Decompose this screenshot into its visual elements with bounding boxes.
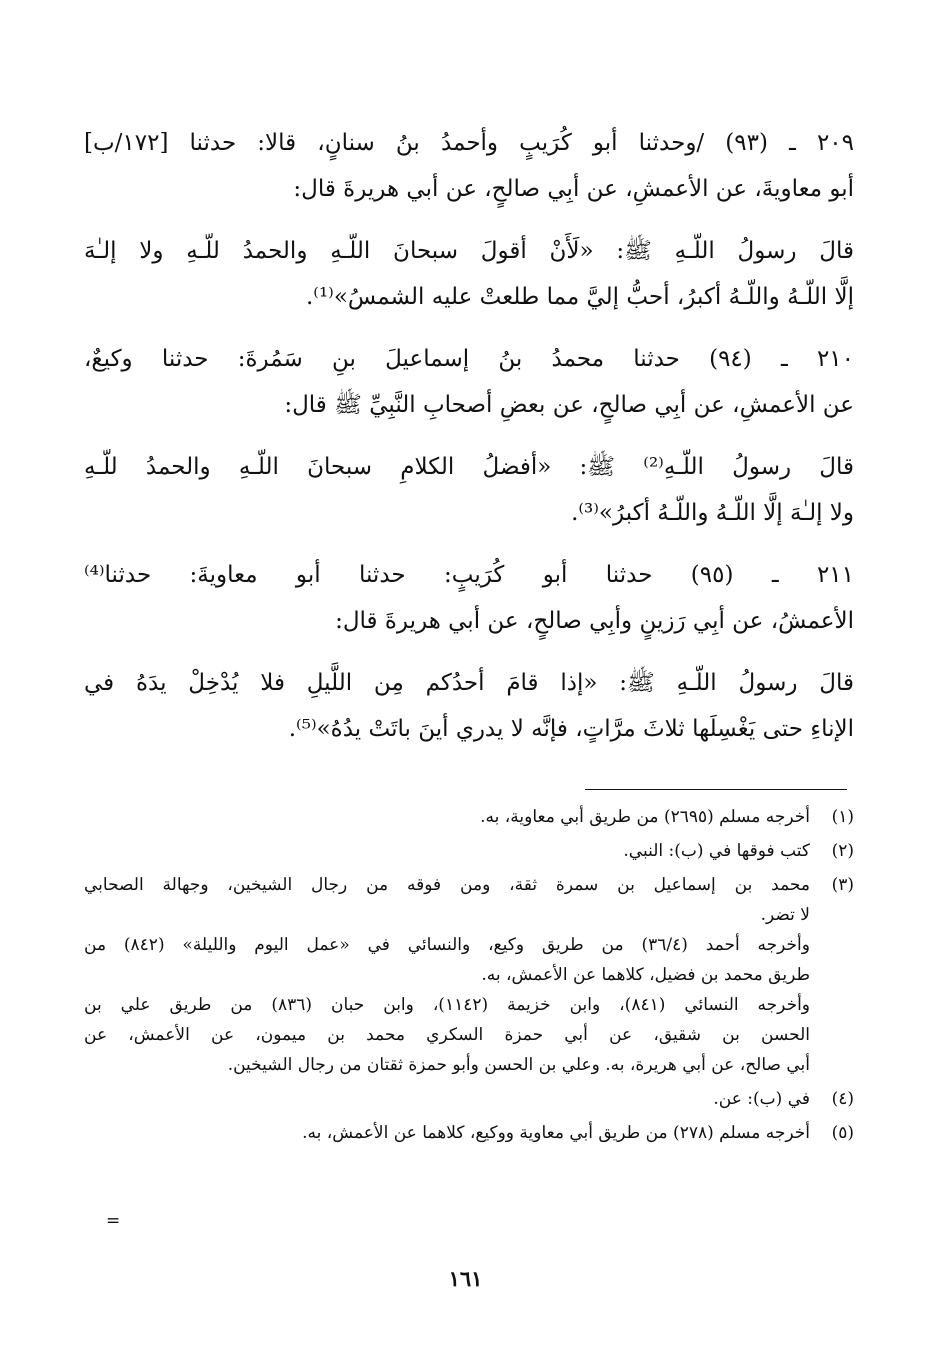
text-line: الإناءِ حتى يَغْسِلَها ثلاثَ مرَّاتٍ، فإنَّه لا يدري أينَ باتَتْ يدُهُ»⁽⁵⁾. — [288, 716, 854, 742]
footnote-number: (٤) — [831, 1089, 854, 1109]
footnote-line: في (ب): عن. — [713, 1089, 810, 1109]
footnote-number: (٥) — [831, 1123, 854, 1143]
footnotes — [84, 802, 854, 1152]
footnote-divider — [585, 789, 847, 790]
continuation-mark: = — [106, 1211, 121, 1231]
footnote-line: الحسن بن شقيق، عن أبي حمزة السكري محمد بن ميمون، عن الأعمش، عن — [84, 1025, 810, 1045]
text-line: عن الأعمشِ، عن أبِي صالحٍ، عن بعضِ أصحابِ النَّبِيِّ ﷺ قال: — [284, 392, 854, 418]
text-line: ٢١١ ـ (٩٥) حدثنا أبو كُرَيبٍ: حدثنا أبو معاويةَ: حدثنا⁽⁴⁾ — [84, 562, 854, 588]
text-line: قالَ رسولُ اللّـهِ⁽²⁾ ﷺ: «أفضلُ الكلامِ سبحانَ اللّـهِ والحمدُ للّـهِ — [84, 454, 854, 480]
text-line: الأعمشُ، عن أبِي رَزينٍ وأبِي صالحٍ، عن أبي هريرةَ قال: — [335, 608, 854, 634]
footnote-line: أبي صالح، عن أبي هريرة، به. وعلي بن الحسن وأبو حمزة ثقتان من رجال الشيخين. — [227, 1055, 810, 1075]
footnote-line: محمد بن إسماعيل بن سمرة ثقة، ومن فوقه من رجال الشيخين، وجهالة الصحابي — [84, 875, 810, 895]
text-line: ٢١٠ ـ (٩٤) حدثنا محمدُ بنُ إسماعيلَ بنِ سَمُرةَ: حدثنا وكيعٌ، — [84, 346, 854, 372]
footnote-line: وأخرجه النسائي (٨٤١)، وابن خزيمة (١١٤٢)، وابن حبان (٨٣٦) من طريق علي بن — [84, 995, 810, 1015]
page-number: ١٦١ — [448, 1266, 483, 1291]
footnote-line: وأخرجه أحمد (٣٦/٤) من طريق وكيع، والنسائي في «عمل اليوم والليلة» (٨٤٢) من — [84, 935, 810, 955]
footnote-1 — [84, 802, 854, 832]
footnote-3 — [84, 870, 854, 1080]
text-line: قالَ رسولُ اللّـهِ ﷺ: «إذا قامَ أحدُكم مِن اللَّيلِ فلا يُدْخِلْ يدَهُ في — [84, 670, 854, 696]
footnote-line: أخرجه مسلم (٢٦٩٥) من طريق أبي معاوية، به. — [480, 807, 810, 827]
text-line: أبو معاويةَ، عن الأعمشِ، عن أبِي صالحٍ، عن أبي هريرةَ قال: — [293, 176, 854, 202]
hadith-210-matn — [84, 444, 854, 536]
footnote-4 — [84, 1084, 854, 1114]
footnote-number: (٣) — [831, 875, 854, 895]
text-line: ٢٠٩ ـ (٩٣) /وحدثنا أبو كُرَيبٍ وأحمدُ بنُ سنانٍ، قالا: حدثنا [١٧٢/ب] — [84, 130, 854, 156]
footnote-line: أخرجه مسلم (٢٧٨) من طريق أبي معاوية ووكيع، كلاهما عن الأعمش، به. — [302, 1123, 810, 1143]
footnote-number: (٢) — [831, 841, 854, 861]
main-text — [84, 120, 854, 768]
hadith-211-isnad — [84, 552, 854, 644]
footnote-line: لا تضر. — [760, 905, 810, 925]
hadith-209-isnad — [84, 120, 854, 212]
text-line: قالَ رسولُ اللّـهِ ﷺ: «لَأَنْ أقولَ سبحانَ اللّـهِ والحمدُ للّـهِ ولا إلـٰهَ — [84, 238, 854, 264]
text-line: ولا إلـٰهَ إلَّا اللّـهُ واللّـهُ أكبرُ»⁽³⁾. — [571, 500, 854, 526]
footnote-number: (١) — [831, 807, 854, 827]
footnote-5 — [84, 1118, 854, 1148]
footnote-line: كتب فوقها في (ب): النبي. — [623, 841, 810, 861]
footnote-2 — [84, 836, 854, 866]
hadith-210-isnad — [84, 336, 854, 428]
footnote-line: طريق محمد بن فضيل، كلاهما عن الأعمش، به. — [481, 965, 810, 985]
hadith-209-matn — [84, 228, 854, 320]
hadith-211-matn — [84, 660, 854, 752]
text-line: إلَّا اللّـهُ واللّـهُ أكبرُ، أحبُّ إليَّ مما طلعتْ عليه الشمسُ»⁽¹⁾. — [305, 284, 854, 310]
